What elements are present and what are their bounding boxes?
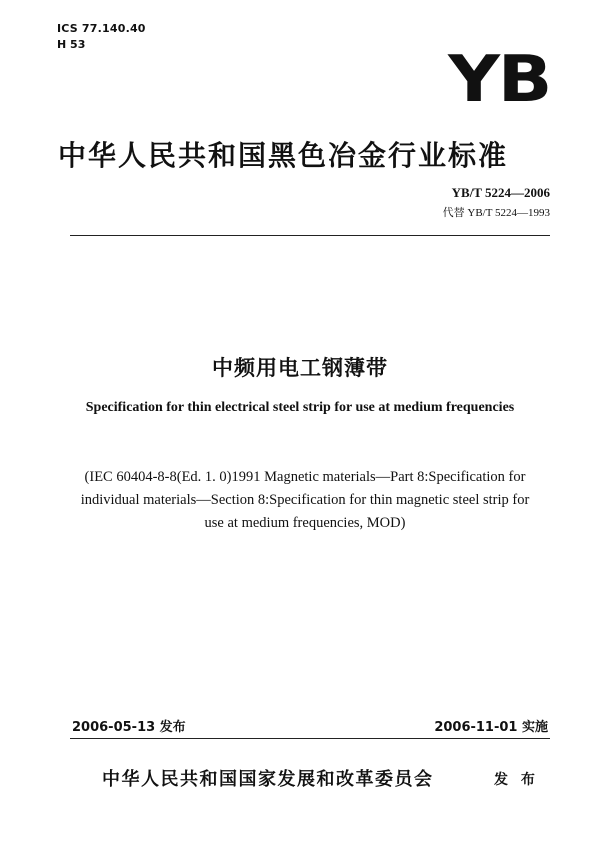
yb-logo: YB	[447, 43, 550, 117]
publish-label: 发 布	[494, 772, 539, 788]
iec-line-2: individual materials—Section 8:Specification for thin magnetic steel strip for	[80, 492, 530, 508]
iec-equivalence-note	[70, 466, 540, 535]
organization-title: 中华人民共和国黑色冶金行业标准	[58, 139, 509, 172]
replaces-note: 代替 YB/T 5224—1993	[442, 207, 550, 219]
implementation-date: 2006-11-01 实施	[434, 720, 548, 735]
classification-code: H 53	[57, 38, 86, 51]
ics-code: ICS 77.140.40	[57, 22, 146, 35]
bottom-divider	[70, 738, 550, 739]
iec-line-1: (IEC 60404-8-8(Ed. 1. 0)1991 Magnetic materials—Part 8:Specification for	[84, 469, 526, 485]
standard-number: YB/T 5224—2006	[451, 185, 550, 200]
english-title: Specification for thin electrical steel strip for use at medium frequencies	[85, 400, 515, 415]
iec-line-3: use at medium frequencies, MOD)	[204, 515, 406, 531]
top-divider	[70, 235, 550, 236]
issuing-authority: 中华人民共和国国家发展和改革委员会	[102, 769, 434, 790]
chinese-title: 中频用电工钢薄带	[212, 356, 388, 380]
issue-date: 2006-05-13 发布	[72, 720, 186, 735]
